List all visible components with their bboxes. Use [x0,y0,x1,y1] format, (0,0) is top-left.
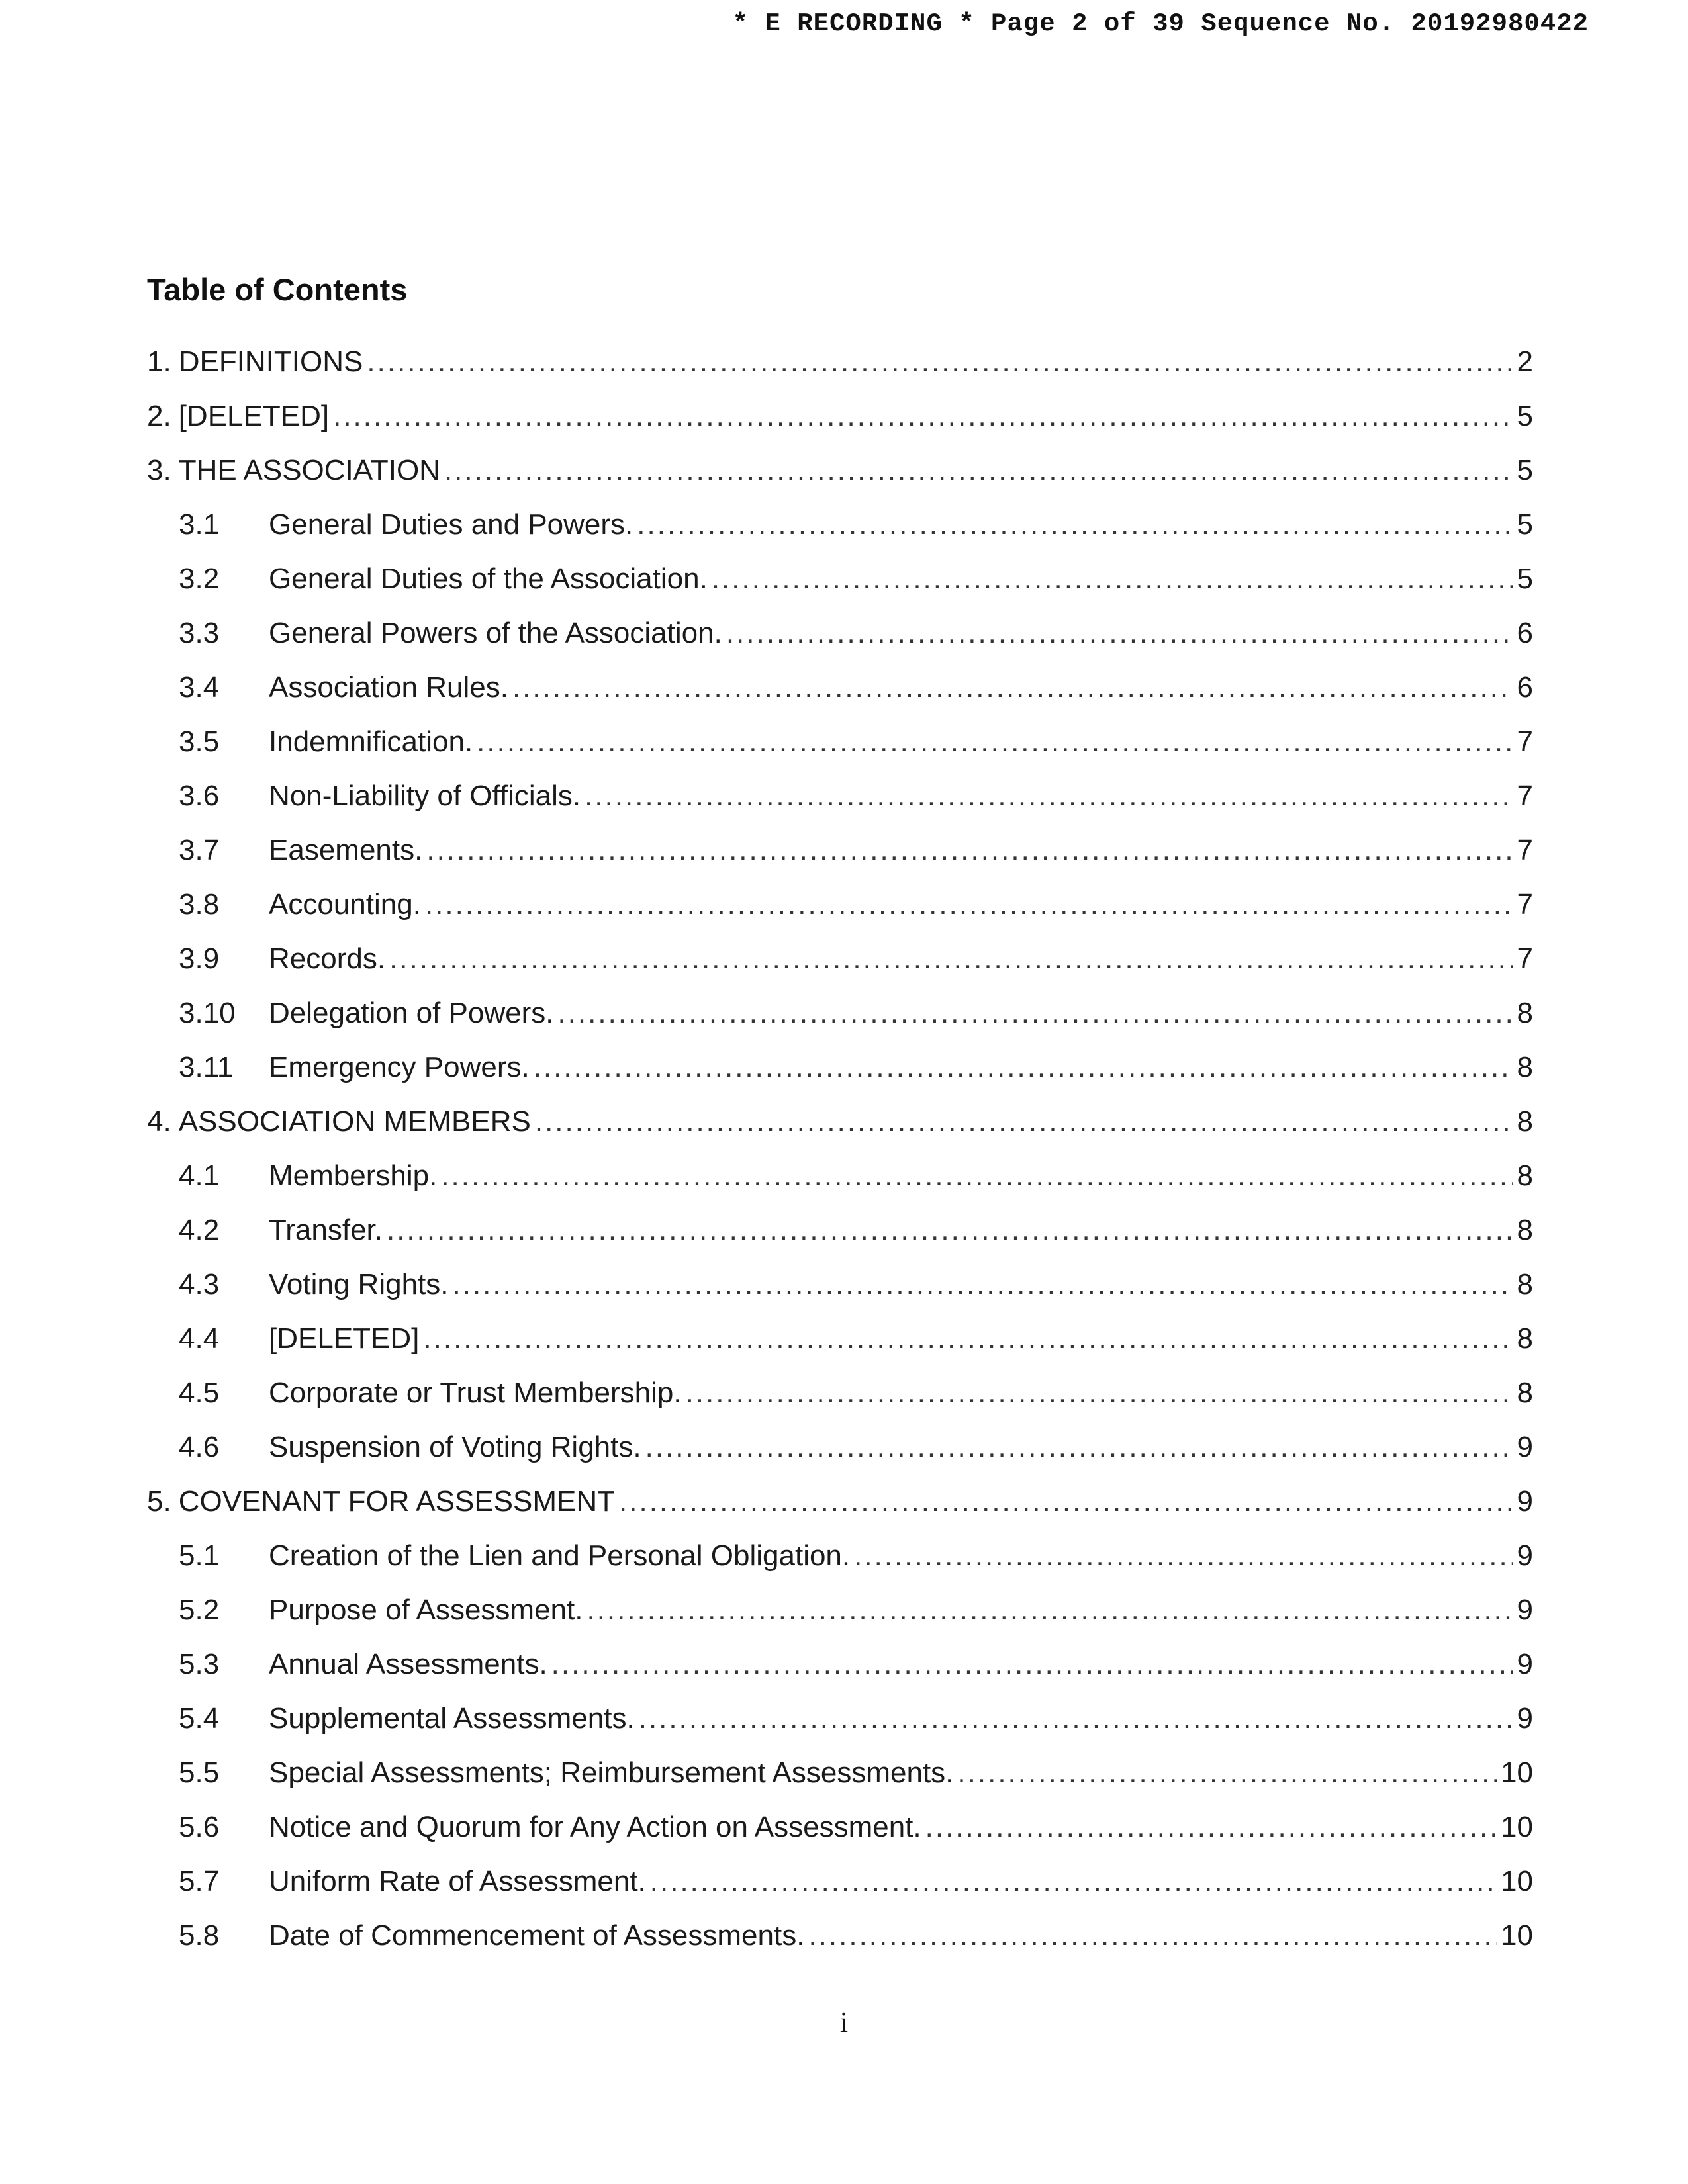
toc-entry-page: 8 [1517,1322,1533,1355]
toc-entry-page: 5 [1517,400,1533,432]
toc-entry-label: Delegation of Powers. [269,997,554,1029]
toc-entry-page: 8 [1517,1377,1533,1409]
toc-entry [147,1648,1533,1702]
toc-entry [147,780,1533,834]
toc-entry-label: Supplemental Assessments. [269,1702,635,1735]
toc-entry-number: 4.4 [179,1322,220,1355]
toc-entry-number: 5.4 [179,1702,220,1735]
toc-entry [147,942,1533,997]
toc-entry-page: 6 [1517,671,1533,704]
toc-entry [147,345,1533,400]
dot-leader [585,780,1513,813]
dot-leader [957,1756,1497,1790]
toc-entry [147,1160,1533,1214]
toc-entry-label: Accounting. [269,888,421,921]
dot-leader [387,1214,1513,1247]
toc-entry-page: 9 [1517,1594,1533,1626]
toc-entry [147,888,1533,942]
toc-entry [147,508,1533,563]
dot-leader [453,1268,1513,1301]
dot-leader [535,1105,1513,1138]
toc-entry-number: 1. [147,345,171,378]
toc-entry-number: 4. [147,1105,171,1138]
toc-entry-page: 5 [1517,454,1533,486]
toc-entry-label: DEFINITIONS [178,345,363,378]
toc-entry-number: 4.5 [179,1377,220,1409]
toc-entry-page: 8 [1517,1160,1533,1192]
toc-entry [147,1811,1533,1865]
toc-entry [147,1919,1533,1974]
toc-entry [147,1594,1533,1648]
dot-leader [645,1431,1513,1464]
toc-entry [147,1431,1533,1485]
toc-entry-label: Voting Rights. [269,1268,449,1300]
dot-leader [423,1322,1513,1355]
toc-entry-label: Membership. [269,1160,438,1192]
dot-leader [534,1051,1513,1084]
toc-entry-label: General Duties and Powers. [269,508,633,541]
toc-entry-page: 10 [1501,1865,1533,1897]
toc-entry [147,1214,1533,1268]
dot-leader [367,345,1513,379]
dot-leader [619,1485,1513,1518]
toc-entry-page: 10 [1501,1919,1533,1952]
toc-entry-number: 3.1 [179,508,220,541]
dot-leader [637,508,1513,541]
toc-entry-label: THE ASSOCIATION [178,454,440,486]
dot-leader [712,563,1513,596]
toc-entry-page: 8 [1517,1268,1533,1300]
toc-entry-label: General Powers of the Association. [269,617,722,649]
toc-entry-label: Emergency Powers. [269,1051,530,1083]
toc-entry-number: 2. [147,400,171,432]
toc-entry-label: ASSOCIATION MEMBERS [178,1105,531,1138]
toc-entry-page: 5 [1517,563,1533,595]
toc-entry-page: 8 [1517,1051,1533,1083]
toc-entry-page: 7 [1517,942,1533,975]
toc-entry-label: Non-Liability of Officials. [269,780,581,812]
dot-leader [512,671,1513,704]
recording-header: * E RECORDING * Page 2 of 39 Sequence No. 20192980422 [732,9,1589,38]
dot-leader [686,1377,1513,1410]
toc-entry-label: Creation of the Lien and Personal Obligation. [269,1539,851,1572]
toc-entry-number: 3.6 [179,780,220,812]
toc-entry-number: 5.7 [179,1865,220,1897]
toc-entry [147,563,1533,617]
toc-entry-label: Annual Assessments. [269,1648,547,1680]
dot-leader [854,1539,1513,1572]
dot-leader [389,942,1513,976]
toc-entry-page: 9 [1517,1539,1533,1572]
toc-entry [147,454,1533,508]
toc-entry-label: Association Rules. [269,671,508,704]
toc-entry-label: [DELETED] [178,400,330,432]
toc-entry-label: Suspension of Voting Rights. [269,1431,641,1463]
dot-leader [477,725,1513,758]
dot-leader [551,1648,1513,1681]
toc-entry [147,1485,1533,1539]
dot-leader [425,888,1513,921]
toc-entry-number: 3.4 [179,671,220,704]
toc-entry-page: 9 [1517,1431,1533,1463]
toc-entry [147,997,1533,1051]
page-number: i [839,2006,849,2038]
dot-leader [586,1594,1513,1627]
dot-leader [650,1865,1497,1898]
toc-entry-number: 4.2 [179,1214,220,1246]
dot-leader [639,1702,1513,1735]
toc-entry [147,1322,1533,1377]
toc-entry-page: 9 [1517,1648,1533,1680]
toc-entry-label: Transfer. [269,1214,383,1246]
dot-leader [808,1919,1497,1952]
toc-entry-number: 5. [147,1485,171,1518]
toc-entry-number: 3.9 [179,942,220,975]
toc-entry [147,617,1533,671]
toc-entry [147,1268,1533,1322]
toc-entry-label: Purpose of Assessment. [269,1594,583,1626]
toc-entry-number: 5.5 [179,1756,220,1789]
toc-entry-number: 5.3 [179,1648,220,1680]
toc-entry-page: 7 [1517,888,1533,921]
toc-entry-number: 3.3 [179,617,220,649]
toc-entry [147,1865,1533,1919]
table-of-contents [147,345,1533,1974]
toc-entry-number: 3.5 [179,725,220,758]
toc-entry-number: 3.8 [179,888,220,921]
toc-entry [147,834,1533,888]
toc-entry-page: 6 [1517,617,1533,649]
toc-entry [147,400,1533,454]
toc-entry-label: Notice and Quorum for Any Action on Assessment. [269,1811,921,1843]
toc-entry-label: Uniform Rate of Assessment. [269,1865,646,1897]
toc-entry-number: 4.1 [179,1160,220,1192]
toc-title: Table of Contents [147,272,408,307]
toc-entry-label: Corporate or Trust Membership. [269,1377,682,1409]
toc-entry-page: 8 [1517,1214,1533,1246]
dot-leader [441,1160,1513,1193]
toc-entry-number: 5.2 [179,1594,220,1626]
toc-entry-label: Special Assessments; Reimbursement Assessments. [269,1756,954,1789]
toc-entry-page: 5 [1517,508,1533,541]
toc-entry-label: Records. [269,942,386,975]
toc-entry-label: [DELETED] [269,1322,420,1355]
toc-entry [147,671,1533,725]
dot-leader [557,997,1513,1030]
toc-entry-label: Indemnification. [269,725,473,758]
toc-entry [147,725,1533,780]
toc-entry-page: 7 [1517,725,1533,758]
toc-entry-number: 3.11 [179,1051,234,1083]
toc-entry [147,1539,1533,1594]
toc-entry-number: 3. [147,454,171,486]
dot-leader [333,400,1513,433]
toc-entry [147,1702,1533,1756]
toc-entry-page: 10 [1501,1811,1533,1843]
toc-entry-number: 5.1 [179,1539,220,1572]
toc-entry-number: 3.7 [179,834,220,866]
toc-entry-number: 3.2 [179,563,220,595]
dot-leader [444,454,1513,487]
toc-entry-label: COVENANT FOR ASSESSMENT [178,1485,616,1518]
toc-entry-page: 2 [1517,345,1533,378]
toc-entry-page: 7 [1517,834,1533,866]
dot-leader [426,834,1513,867]
toc-entry-label: Date of Commencement of Assessments. [269,1919,805,1952]
toc-entry-number: 5.6 [179,1811,220,1843]
toc-entry [147,1377,1533,1431]
toc-entry-number: 5.8 [179,1919,220,1952]
dot-leader [925,1811,1497,1844]
toc-entry [147,1051,1533,1105]
toc-entry-page: 8 [1517,997,1533,1029]
toc-entry-page: 8 [1517,1105,1533,1138]
toc-entry-label: General Duties of the Association. [269,563,708,595]
toc-entry-number: 4.3 [179,1268,220,1300]
toc-entry-number: 3.10 [179,997,236,1029]
toc-entry-number: 4.6 [179,1431,220,1463]
toc-entry-page: 10 [1501,1756,1533,1789]
toc-entry [147,1105,1533,1160]
toc-entry-page: 9 [1517,1702,1533,1735]
dot-leader [726,617,1513,650]
toc-entry-label: Easements. [269,834,423,866]
toc-entry-page: 9 [1517,1485,1533,1518]
toc-entry [147,1756,1533,1811]
toc-entry-page: 7 [1517,780,1533,812]
